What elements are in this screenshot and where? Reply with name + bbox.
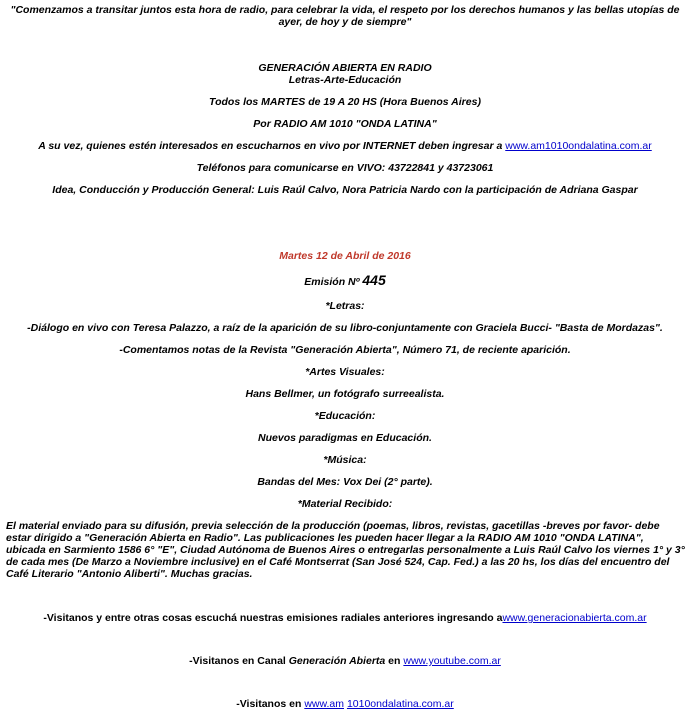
emision-label: Emisión Nº: [304, 276, 360, 288]
material-paragraph: El material enviado para su difusión, previa selección de la producción (poemas, libros, revistas, gacetillas -breves por favor- debe estar dirigido a "Generación Abierta en Radio". Las publicaciones les pueden hacer llegar a la RADIO AM 1010 "ONDA LATINA", ubicada en Sarmiento 1586 6° "E", Ciudad Autónoma de Buenos Aires o entregarlas personalmente a Luis Raúl Calvo los viernes 1° y 3° de cada mes (De Marzo a Noviembre inclusive) en el Café Montserrat (San José 524, Cap. Fed.) a las 20 hs, los días del encuentro del Café Literario "Antonio Aliberti". Muchas gracias.: [6, 520, 685, 580]
visit-line-1: [0, 612, 690, 624]
phones-text: Teléfonos para comunicarse en VIVO: 43722841 y 43723061: [196, 162, 494, 174]
internet-text: A su vez, quienes estén interesados en escucharnos en vivo por INTERNET deben ingresar a: [38, 140, 503, 152]
visit2-text-c: en: [388, 655, 401, 667]
youtube-link[interactable]: www.youtube.com.ar: [403, 655, 501, 667]
visit2-text-b: Generación Abierta: [288, 655, 386, 667]
visit1-text: -Visitanos y entre otras cosas escuchá nuestras emisiones radiales anteriores ingresando a: [43, 612, 503, 624]
material-heading: *Material Recibido:: [297, 498, 393, 510]
am1010-link-part-b[interactable]: 1010ondalatina.com.ar: [346, 698, 454, 710]
visit-line-3: [0, 698, 690, 710]
credits-text: Idea, Conducción y Producción General: Luis Raúl Calvo, Nora Patricia Nardo con la participación de Adriana Gaspar: [52, 184, 638, 196]
program-title: GENERACIÓN ABIERTA EN RADIO: [258, 62, 432, 74]
visit-line-2: [0, 655, 690, 667]
internet-line: [0, 140, 690, 152]
educacion-heading: *Educación:: [314, 410, 376, 422]
program-subtitle: Letras-Arte-Educación: [288, 74, 402, 86]
visit2-text-a: -Visitanos en Canal: [189, 655, 286, 667]
letras-item-2: -Comentamos notas de la Revista "Generación Abierta", Número 71, de reciente aparición.: [119, 344, 571, 356]
episode-date: Martes 12 de Abril de 2016: [279, 250, 411, 262]
opening-quote: "Comenzamos a transitar juntos esta hora de radio, para celebrar la vida, el respeto por los derechos humanos y las bellas utopías de ayer, de hoy y de siempre": [10, 4, 680, 28]
generacionabierta-link[interactable]: www.generacionabierta.com.ar: [502, 612, 647, 624]
musica-heading: *Música:: [323, 454, 367, 466]
letras-heading: *Letras:: [325, 300, 365, 312]
artes-item: Hans Bellmer, un fotógrafo surreealista.: [245, 388, 445, 400]
artes-heading: *Artes Visuales:: [305, 366, 385, 378]
am1010-link-part-a[interactable]: www.am: [304, 698, 345, 710]
letras-item-1: -Diálogo en vivo con Teresa Palazzo, a raíz de la aparición de su libro-conjuntamente con Graciela Bucci- "Basta de Mordazas".: [27, 322, 663, 334]
schedule-text: Todos los MARTES de 19 A 20 HS (Hora Buenos Aires): [209, 96, 481, 108]
visit3-text: -Visitanos en: [236, 698, 302, 710]
emision-number: 445: [362, 272, 386, 288]
internet-link[interactable]: www.am1010ondalatina.com.ar: [505, 140, 652, 152]
emision-line: [0, 272, 690, 288]
musica-item: Bandas del Mes: Vox Dei (2° parte).: [257, 476, 433, 488]
station-text: Por RADIO AM 1010 "ONDA LATINA": [253, 118, 437, 130]
educacion-item: Nuevos paradigmas en Educación.: [258, 432, 432, 444]
